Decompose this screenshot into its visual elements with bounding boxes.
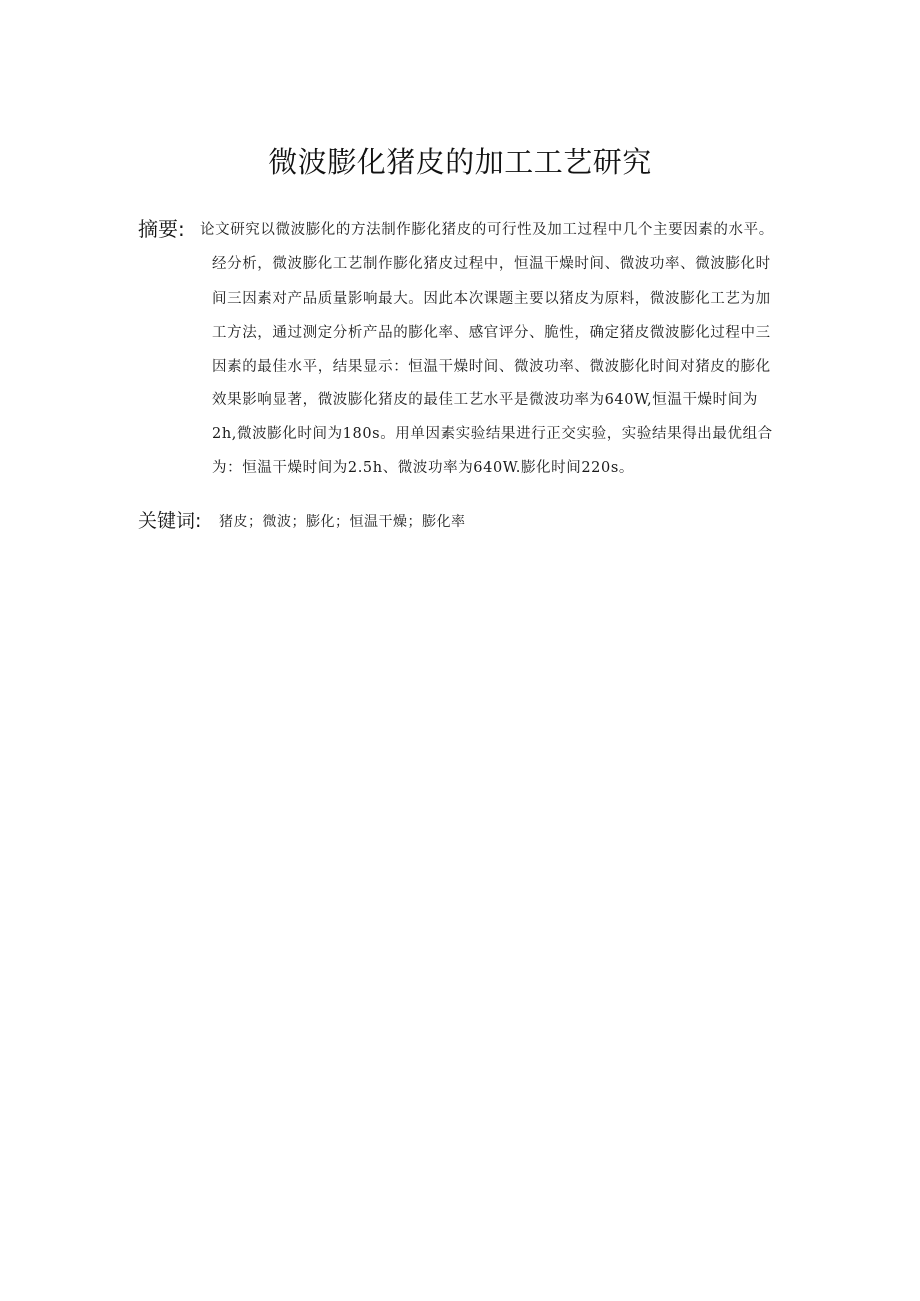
- abstract-line: 工方法，通过测定分析产品的膨化率、感官评分、脆性，确定猪皮微波膨化过程中三: [212, 325, 771, 341]
- abstract-line: 论文研究以微波膨化的方法制作膨化猪皮的可行性及加工过程中几个主要因素的水平。: [200, 222, 774, 238]
- keywords-text: 猪皮；微波；膨化；恒温干燥；膨化率: [219, 514, 466, 530]
- abstract-line: 效果影响显著，微波膨化猪皮的最佳工艺水平是微波功率为640W,恒温干燥时间为: [212, 392, 758, 408]
- abstract-line: 2h,微波膨化时间为180s。用单因素实验结果进行正交实验，实验结果得出最优组合: [212, 426, 773, 442]
- abstract-line: 为：恒温干燥时间为2.5h、微波功率为640W.膨化时间220s。: [212, 460, 634, 476]
- keywords-label: 关键词:: [138, 510, 202, 532]
- paper-title: 微波膨化猪皮的加工工艺研究: [268, 145, 652, 179]
- abstract-line: 间三因素对产品质量影响最大。因此本次课题主要以猪皮为原料，微波膨化工艺为加: [212, 291, 771, 307]
- abstract-line: 因素的最佳水平，结果显示：恒温干燥时间、微波功率、微波膨化时间对猪皮的膨化: [212, 359, 771, 375]
- abstract-label: 摘要:: [138, 217, 185, 241]
- abstract-line: 经分析，微波膨化工艺制作膨化猪皮过程中，恒温干燥时间、微波功率、微波膨化时: [212, 256, 771, 272]
